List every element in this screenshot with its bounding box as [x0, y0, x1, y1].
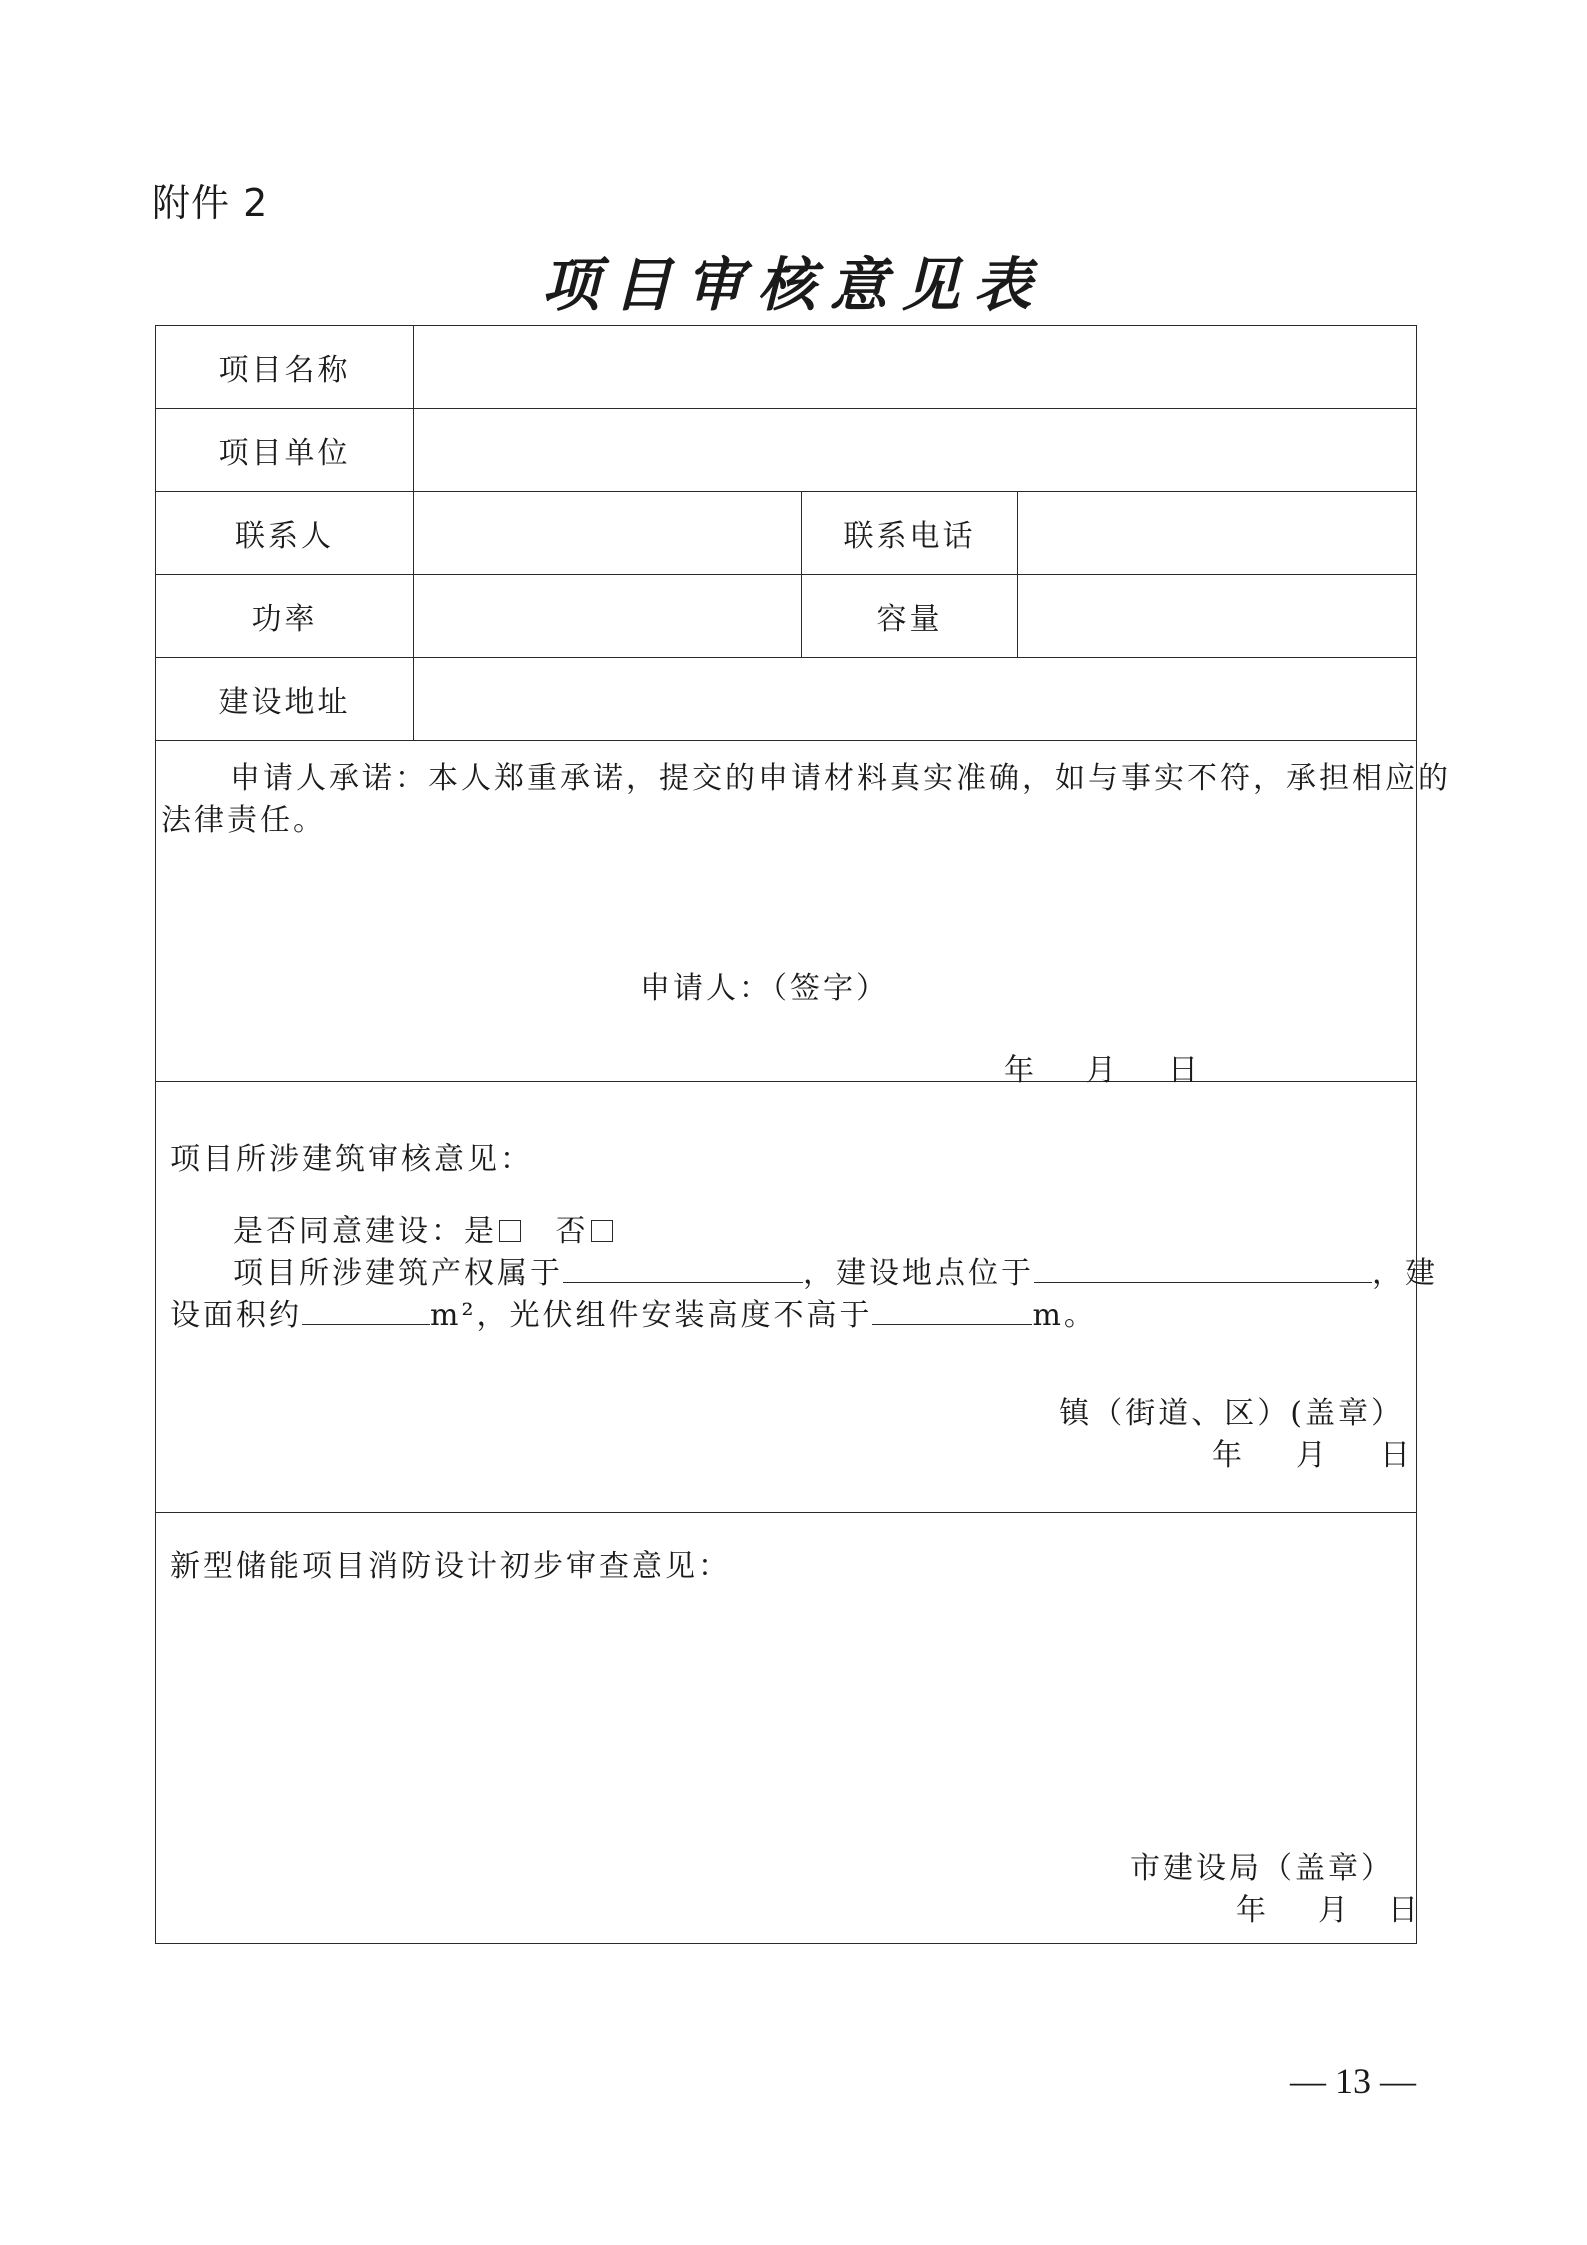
- building-date-year: 年: [1212, 1438, 1245, 1473]
- row-address: [156, 658, 1417, 741]
- ownership-blank[interactable]: [563, 1254, 803, 1283]
- fire-date-year: 年: [1236, 1893, 1269, 1928]
- fire-review-heading: 新型储能项目消防设计初步审查意见：: [170, 1549, 731, 1584]
- commitment-date-day: 日: [1168, 1053, 1201, 1088]
- capacity-label: 容量: [802, 575, 1018, 658]
- fire-review-section: [156, 1513, 1421, 1944]
- commitment-text-line1: 申请人承诺：本人郑重承诺，提交的申请材料真实准确，如与事实不符，承担相应的: [230, 761, 1451, 796]
- phone-field[interactable]: [1018, 492, 1417, 575]
- row-project-name: [156, 326, 1417, 409]
- form-title: 项目审核意见表: [541, 251, 1046, 319]
- address-field[interactable]: [414, 658, 1417, 741]
- review-form-table: [155, 325, 1451, 1944]
- height-label: m²，光伏组件安装高度不高于: [430, 1298, 873, 1333]
- building-review-heading: 项目所涉建筑审核意见：: [170, 1142, 533, 1177]
- agree-label: 是否同意建设：是: [233, 1214, 497, 1249]
- area-line: [170, 1290, 1097, 1334]
- building-date-month: 月: [1296, 1438, 1329, 1473]
- agree-construction-line: [233, 1206, 613, 1250]
- applicant-signature-label: 申请人：（签字）: [640, 971, 889, 1006]
- address-label: 建设地址: [156, 658, 414, 741]
- agree-no-checkbox[interactable]: [591, 1220, 613, 1242]
- town-stamp-label: 镇（街道、区）(盖章）: [1059, 1396, 1405, 1431]
- power-label: 功率: [156, 575, 414, 658]
- phone-label: 联系电话: [802, 492, 1018, 575]
- page-number: — 13 —: [1290, 2061, 1416, 2101]
- height-unit: m。: [1032, 1298, 1097, 1333]
- construction-bureau-stamp-label: 市建设局（盖章）: [1130, 1851, 1395, 1886]
- contact-label: 联系人: [156, 492, 414, 575]
- commitment-date-month: 月: [1086, 1053, 1119, 1088]
- fire-date-day: 日: [1388, 1893, 1421, 1928]
- attachment-label: 附件 2: [152, 181, 269, 225]
- building-review-section: [156, 1082, 1438, 1513]
- row-contact: [156, 492, 1417, 575]
- commitment-text-line2: 法律责任。: [161, 803, 326, 838]
- project-name-label: 项目名称: [156, 326, 414, 409]
- project-unit-field[interactable]: [414, 409, 1417, 492]
- line2-end: ，建: [1372, 1256, 1438, 1291]
- row-project-unit: [156, 409, 1417, 492]
- ownership-label: 项目所涉建筑产权属于: [233, 1256, 563, 1291]
- area-label: 设面积约: [170, 1298, 302, 1333]
- location-blank[interactable]: [1034, 1254, 1372, 1283]
- contact-field[interactable]: [414, 492, 802, 575]
- fire-date-month: 月: [1318, 1893, 1351, 1928]
- project-unit-label: 项目单位: [156, 409, 414, 492]
- project-name-field[interactable]: [414, 326, 1417, 409]
- ownership-line: [233, 1248, 1438, 1292]
- row-building-review: [156, 1082, 1417, 1513]
- commitment-date-year: 年: [1004, 1053, 1037, 1088]
- agree-yes-checkbox[interactable]: [499, 1220, 521, 1242]
- building-date-day: 日: [1380, 1438, 1413, 1473]
- row-commitment: [156, 741, 1417, 1082]
- power-field[interactable]: [414, 575, 802, 658]
- row-fire-review: [156, 1513, 1417, 1944]
- capacity-field[interactable]: [1018, 575, 1417, 658]
- location-label: ，建设地点位于: [803, 1256, 1034, 1291]
- row-power: [156, 575, 1417, 658]
- height-blank[interactable]: [872, 1296, 1032, 1325]
- agree-no-label: 否: [555, 1214, 589, 1249]
- commitment-section: [156, 741, 1451, 1088]
- area-blank[interactable]: [302, 1296, 430, 1325]
